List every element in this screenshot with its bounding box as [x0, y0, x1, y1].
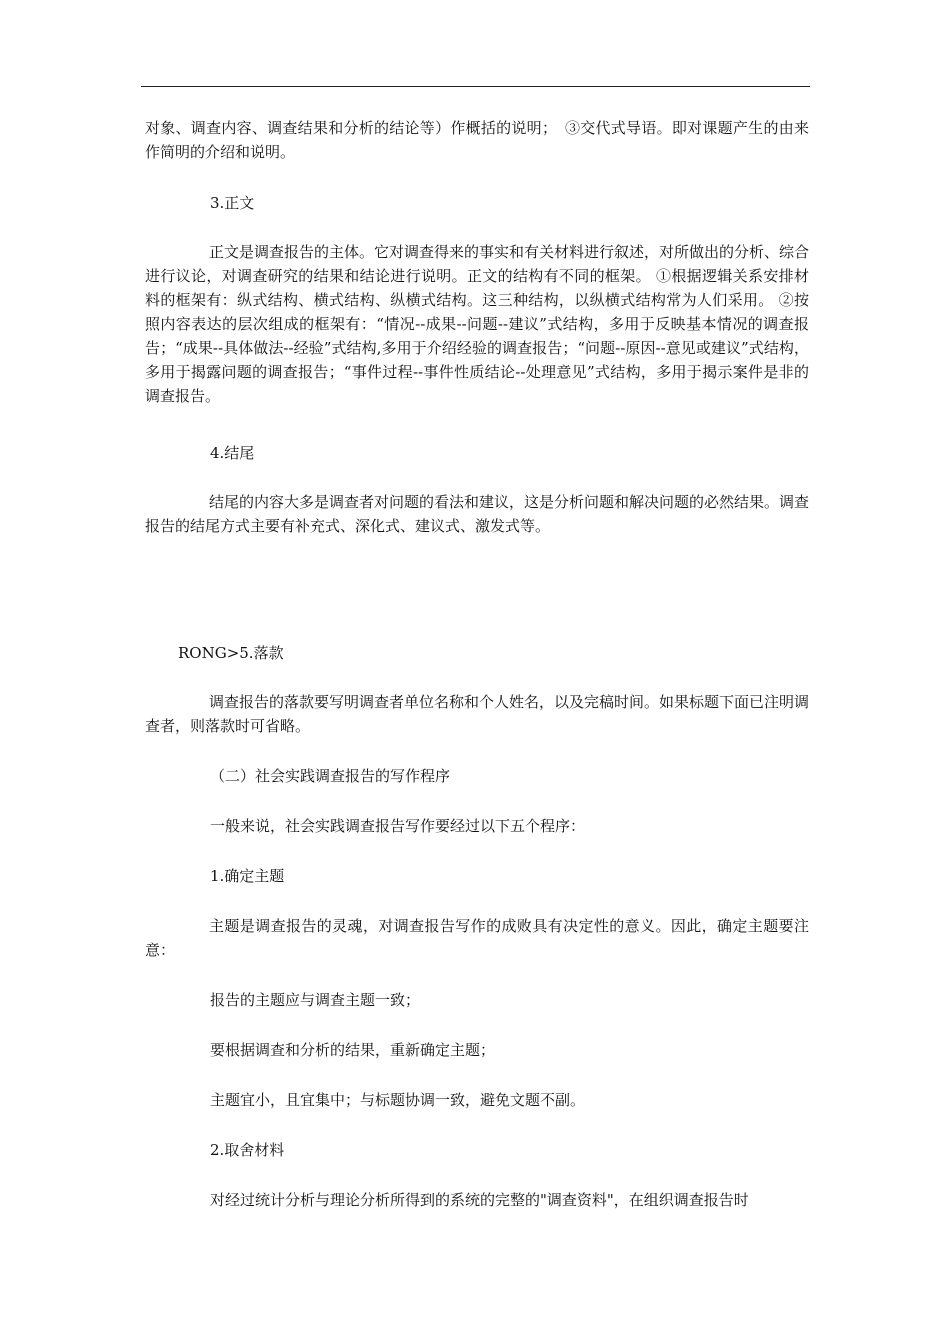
paragraph-intro-continuation: 对象、调查内容、调查结果和分析的结论等）作概括的说明； ③交代式导语。即对课题产生的由来作简明的介绍和说明。 [145, 119, 809, 161]
heading-select-materials: 2.取舍材料 [210, 1141, 285, 1159]
paragraph-five-procedures: 一般来说，社会实践调查报告写作要经过以下五个程序： [210, 817, 586, 835]
section-heading-writing-procedure: （二）社会实践调查报告的写作程序 [210, 767, 451, 785]
heading-body-text: 3.正文 [210, 194, 255, 212]
heading-signature: RONG>5.落款 [178, 644, 284, 662]
paragraph-theme: 主题是调查报告的灵魂，对调查报告写作的成败具有决定性的意义。因此，确定主题要注意： [145, 917, 809, 959]
paragraph-body-structure: 正文是调查报告的主体。它对调查得来的事实和有关材料进行叙述，对所做出的分析、综合进行议论，对调查研究的结果和结论进行说明。正文的结构有不同的框架。 ①根据逻辑关系安排材料的框架有：纵式结构、横式结构、纵横式结构。这三种结构，以纵横式结构常为人们采用。 ②按照内容表达的层次组成的框架有：“情况--成果--问题--建议”式结构，多用于反映基本情况的调查报告；“成果--具体做法--经验”式结构,多用于介绍经验的调查报告；“问题--原因--意见或建议”式结构，多用于揭露问题的调查报告；“事件过程--事件性质结论--处理意见”式结构，多用于揭示案件是非的调查报告。 [145, 243, 810, 405]
paragraph-materials: 对经过统计分析与理论分析所得到的系统的完整的"调查资料"，在组织调查报告时 [210, 1191, 749, 1209]
paragraph-signature: 调查报告的落款要写明调查者单位名称和个人姓名，以及完稿时间。如果标题下面已注明调查者，则落款时可省略。 [145, 693, 810, 735]
heading-ending: 4.结尾 [210, 444, 255, 462]
header-rule [141, 86, 810, 87]
paragraph-ending: 结尾的内容大多是调查者对问题的看法和建议，这是分析问题和解决问题的必然结果。调查报告的结尾方式主要有补充式、深化式、建议式、激发式等。 [145, 493, 810, 535]
list-item-theme-3: 主题宜小，且宜集中；与标题协调一致，避免文题不副。 [210, 1091, 586, 1109]
heading-determine-theme: 1.确定主题 [210, 867, 285, 885]
list-item-theme-1: 报告的主题应与调查主题一致； [210, 991, 421, 1009]
list-item-theme-2: 要根据调查和分析的结果，重新确定主题； [210, 1041, 496, 1059]
